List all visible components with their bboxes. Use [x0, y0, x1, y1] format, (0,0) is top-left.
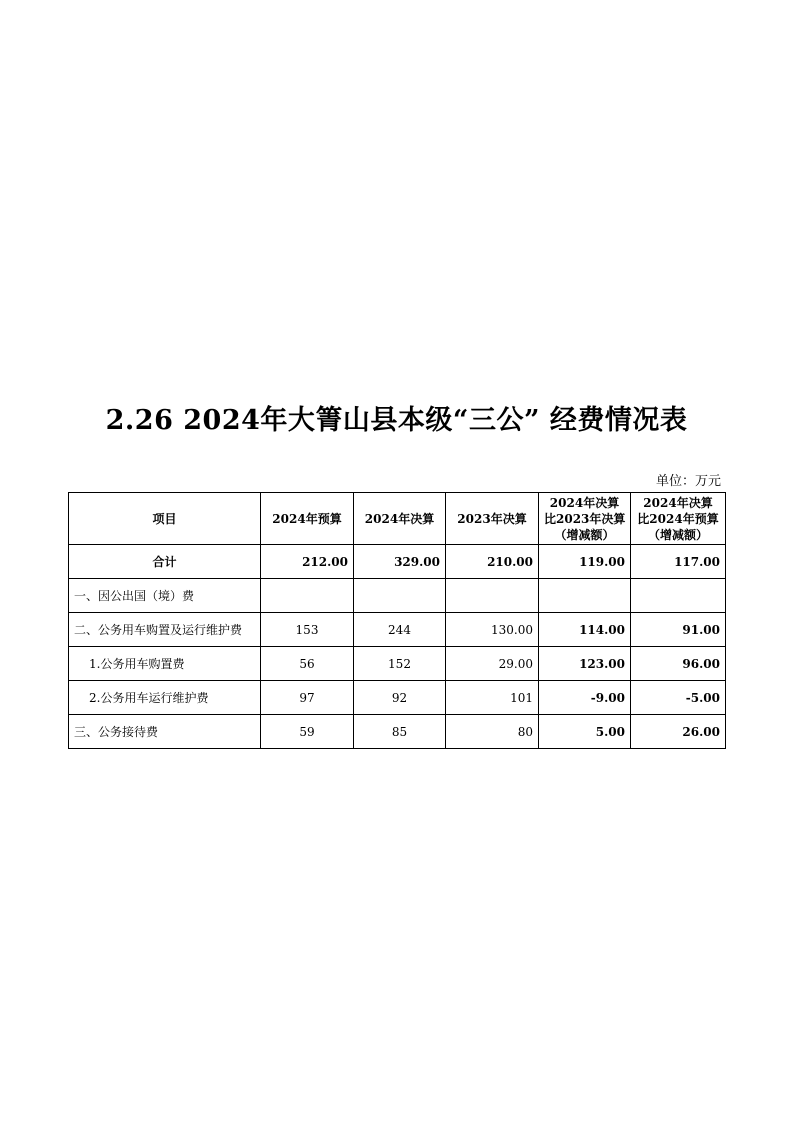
- cell-final-2023: 29.00: [446, 647, 539, 681]
- cell-diff-budget: -5.00: [631, 681, 726, 715]
- cell-diff-2023: 119.00: [539, 545, 631, 579]
- header-budget-2024: 2024年预算: [261, 493, 354, 545]
- table-row: [69, 579, 726, 613]
- cell-diff-2023: -9.00: [539, 681, 631, 715]
- unit-label: 单位：万元: [655, 474, 721, 489]
- cell-budget-2024: [261, 579, 354, 613]
- header-diff-2023-line: 2024年决算: [549, 495, 620, 510]
- header-diff-2023-line: 比2023年决算: [544, 511, 626, 526]
- cell-budget-2024: 212.00: [261, 545, 354, 579]
- cell-budget-2024: 56: [261, 647, 354, 681]
- cell-diff-2023: [539, 579, 631, 613]
- cell-final-2023: 210.00: [446, 545, 539, 579]
- cell-final-2024: 329.00: [354, 545, 446, 579]
- cell-diff-budget: 117.00: [631, 545, 726, 579]
- header-item: 项目: [69, 493, 261, 545]
- header-diff-budget-line: （增减额）: [647, 527, 708, 542]
- table-row: [69, 681, 726, 715]
- cell-item: 2.公务用车运行维护费: [69, 681, 261, 715]
- cell-final-2024: [354, 579, 446, 613]
- cell-final-2023: 80: [446, 715, 539, 749]
- page-title: 2.26 2024年大箐山县本级“三公” 经费情况表: [105, 405, 688, 436]
- table-row: [69, 647, 726, 681]
- cell-final-2024: 85: [354, 715, 446, 749]
- header-diff-budget: [631, 493, 726, 545]
- cell-diff-budget: 26.00: [631, 715, 726, 749]
- cell-budget-2024: 59: [261, 715, 354, 749]
- cell-diff-budget: 91.00: [631, 613, 726, 647]
- cell-diff-2023: 114.00: [539, 613, 631, 647]
- cell-final-2024: 152: [354, 647, 446, 681]
- table-row-total: [69, 545, 726, 579]
- header-diff-2023-line: （增减额）: [554, 527, 615, 542]
- cell-final-2023: 130.00: [446, 613, 539, 647]
- cell-item: 三、公务接待费: [69, 715, 261, 749]
- expense-table: [68, 492, 726, 749]
- header-final-2024: 2024年决算: [354, 493, 446, 545]
- table-row: [69, 613, 726, 647]
- cell-item: 合计: [69, 545, 261, 579]
- cell-final-2023: 101: [446, 681, 539, 715]
- cell-diff-budget: [631, 579, 726, 613]
- header-diff-2023: [539, 493, 631, 545]
- cell-diff-2023: 123.00: [539, 647, 631, 681]
- table-row: [69, 715, 726, 749]
- cell-final-2024: 92: [354, 681, 446, 715]
- header-row: [69, 493, 726, 545]
- header-diff-budget-line: 2024年决算: [643, 495, 713, 510]
- header-diff-budget-line: 比2024年预算: [637, 511, 719, 526]
- cell-item: 二、公务用车购置及运行维护费: [69, 613, 261, 647]
- header-final-2023: 2023年决算: [446, 493, 539, 545]
- cell-item: 一、因公出国（境）费: [69, 579, 261, 613]
- cell-budget-2024: 97: [261, 681, 354, 715]
- cell-final-2023: [446, 579, 539, 613]
- cell-diff-budget: 96.00: [631, 647, 726, 681]
- cell-budget-2024: 153: [261, 613, 354, 647]
- cell-final-2024: 244: [354, 613, 446, 647]
- cell-diff-2023: 5.00: [539, 715, 631, 749]
- cell-item: 1.公务用车购置费: [69, 647, 261, 681]
